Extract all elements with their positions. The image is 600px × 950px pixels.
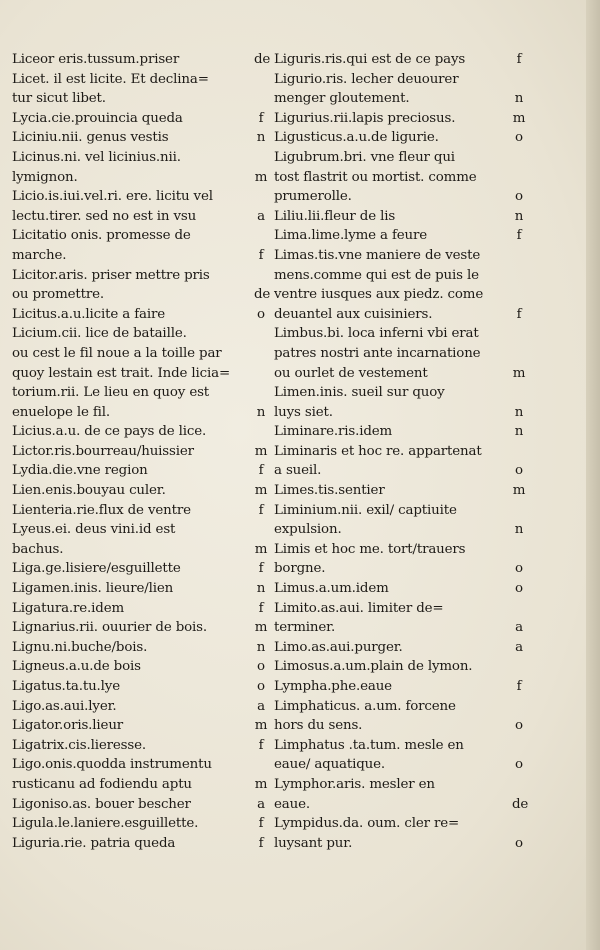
entry-text: Liga.ge.lisiere/esguillette [12,561,181,577]
dictionary-line [274,305,526,325]
entry-text: Lignarius.rii. ouurier de bois. [12,620,207,636]
dictionary-line [274,403,526,423]
entry-text: Liliu.lii.fleur de lis [274,208,396,224]
entry-text: quoy lestain est trait. Inde licia= [12,365,231,381]
entry-text: Ligurius.rii.lapis preciosus. [274,110,456,126]
entry-text: Licius.a.u. de ce pays de lice. [12,424,207,440]
dictionary-line [12,442,268,462]
dictionary-line [12,520,268,540]
entry-text: Ligo.onis.quodda instrumentu [12,757,212,773]
entry-text: tost flastrit ou mortist. comme [274,169,477,185]
dictionary-line [12,285,271,305]
dictionary-line [274,207,526,227]
gender-marker: n [256,581,266,597]
entry-text: Ligo.as.aui.lyer. [12,698,117,714]
entry-text: Licitor.aris. priser mettre pris [12,267,210,283]
gender-marker: f [516,52,522,67]
dictionary-line [274,285,526,305]
entry-text: Limus.a.um.idem [274,581,389,597]
entry-text: ou ourlet de vestement [274,365,428,381]
gender-marker: f [258,600,264,616]
gender-marker: f [258,737,264,753]
entry-text: luys siet. [274,404,333,420]
gender-marker: o [515,757,523,773]
entry-text: Ligator.oris.lieur [12,718,124,734]
entry-text: rusticanu ad fodiendu aptu [12,776,192,792]
entry-text: Lympha.phe.eaue [274,679,392,694]
entry-text: Ligatrix.cis.lieresse. [12,737,146,753]
entry-text: Lienteria.rie.flux de ventre [12,502,191,518]
gender-marker: f [258,247,264,263]
dictionary-line [12,207,268,227]
entry-text: Lignu.ni.buche/bois. [12,639,148,655]
dictionary-line [12,540,268,560]
entry-text: Liguria.rie. patria queda [12,835,176,851]
entry-text: Liminium.nii. exil/ captiuite [274,502,457,518]
dictionary-line [12,834,268,854]
gender-marker: m [254,169,268,185]
entry-text: menger gloutement. [274,91,410,107]
dictionary-line [12,148,268,168]
entry-text: patres nostri ante incarnatione [274,345,481,361]
dictionary-line [12,305,268,325]
entry-text: Lien.enis.bouyau culer. [12,483,166,499]
gender-marker: m [254,443,268,459]
gender-marker: a [515,620,523,636]
dictionary-line [12,383,268,403]
dictionary-line [274,775,526,795]
entry-text: borgne. [274,561,326,577]
gender-marker: o [515,561,523,577]
entry-text: lectu.tirer. sed no est in vsu [12,208,197,224]
entry-text: Liceor eris.tussum.priser [12,52,180,67]
entry-text: ou promettre. [12,287,104,303]
dictionary-line [12,559,268,579]
entry-text: Ligamen.inis. lieure/lien [12,581,174,597]
entry-text: Licet. il est licite. Et declina= [12,71,209,87]
dictionary-line [12,736,268,756]
dictionary-line [274,501,526,521]
entry-text: Limphaticus. a.um. forcene [274,698,456,714]
dictionary-line [12,324,268,344]
dictionary-line [274,834,526,854]
entry-text: Licinus.ni. vel licinius.nii. [12,149,181,165]
gender-marker: m [254,541,268,557]
entry-text: Limito.as.aui. limiter de= [274,600,444,616]
entry-text: Limas.tis.vne maniere de veste [274,247,481,263]
dictionary-line [12,187,268,207]
gender-marker: f [516,306,522,322]
dictionary-line [274,266,526,286]
gender-marker: a [257,208,265,224]
entry-text: Ligneus.a.u.de bois [12,659,141,675]
dictionary-line [12,599,268,619]
gender-marker: f [258,110,264,126]
gender-marker: n [514,91,524,107]
gender-marker: o [515,463,523,479]
dictionary-line [274,697,526,717]
entry-text: mens.comme qui est de puis le [274,267,479,283]
dictionary-line [274,383,526,403]
dictionary-line [12,755,268,775]
gender-marker: n [256,404,266,420]
entry-text: Liguris.ris.qui est de ce pays [274,52,466,67]
gender-marker: o [257,679,265,694]
gender-marker: f [516,679,522,694]
dictionary-line [274,89,526,109]
dictionary-line [274,657,526,677]
dictionary-line [274,109,526,129]
entry-text: Ligurio.ris. lecher deuourer [274,71,459,87]
dictionary-line [12,89,268,109]
dictionary-line [12,716,268,736]
dictionary-line [274,70,526,90]
gender-marker: m [254,483,268,499]
dictionary-line [274,755,526,775]
dictionary-line [12,657,268,677]
dictionary-line [274,618,526,638]
dictionary-line [12,246,268,266]
dictionary-line [274,50,526,70]
dictionary-line [274,128,526,148]
entry-text: Lima.lime.lyme a feure [274,228,428,244]
dictionary-line [12,168,268,188]
dictionary-line [12,638,268,658]
dictionary-line [274,148,526,168]
gender-marker: f [258,816,264,832]
entry-text: Liciniu.nii. genus vestis [12,130,169,146]
dictionary-line [274,638,526,658]
entry-text: Lycia.cie.prouincia queda [12,110,183,126]
entry-text: Limosus.a.um.plain de lymon. [274,659,473,675]
entry-text: Licitatio onis. promesse de [12,228,191,244]
right-column [274,50,529,853]
dictionary-line [12,795,268,815]
entry-text: Limbus.bi. loca inferni vbi erat [274,326,479,342]
dictionary-line [12,344,268,364]
gender-marker: f [258,835,264,851]
entry-text: Limen.inis. sueil sur quoy [274,385,445,401]
entry-text: terminer. [274,620,336,636]
entry-text: ou cest le fil noue a la toille par [12,345,222,361]
gender-marker: o [257,659,265,675]
entry-text: eaue. [274,796,310,812]
dictionary-line [12,226,268,246]
gender-marker: de [512,796,529,812]
dictionary-line [12,618,268,638]
entry-text: marche. [12,247,67,263]
dictionary-line [12,422,268,442]
gender-marker: a [257,698,265,714]
gender-marker: n [514,424,524,440]
gender-marker: f [258,463,264,479]
entry-text: enuelope le fil. [12,404,111,420]
dictionary-line [274,677,526,697]
gender-marker: f [258,502,264,518]
gender-marker: n [514,208,524,224]
gender-marker: o [515,189,523,205]
entry-text: Lymphor.aris. mesler en [274,776,435,792]
entry-text: Lictor.ris.bourreau/huissier [12,443,194,459]
dictionary-line [274,579,526,599]
dictionary-line [274,168,526,188]
dictionary-line [274,481,526,501]
dictionary-line [274,520,526,540]
dictionary-line [12,50,271,70]
entry-text: Ligula.le.laniere.esguillette. [12,816,199,832]
dictionary-line [274,795,529,815]
gender-marker: m [254,718,268,734]
dictionary-line [12,461,268,481]
dictionary-line [274,226,526,246]
entry-text: Limo.as.aui.purger. [274,639,403,655]
dictionary-line [274,344,526,364]
entry-text: Limes.tis.sentier [274,483,385,499]
gender-marker: o [515,130,523,146]
dictionary-line [274,814,526,834]
entry-text: tur sicut libet. [12,91,106,107]
dictionary-line [274,716,526,736]
entry-text: Limphatus .ta.tum. mesle en [274,737,464,753]
entry-text: torium.rii. Le lieu en quoy est [12,385,210,401]
dictionary-line [274,324,526,344]
dictionary-line [12,403,268,423]
entry-text: ventre iusques aux piedz. come [274,287,484,303]
entry-text: bachus. [12,541,64,557]
dictionary-line [12,677,268,697]
entry-text: luysant pur. [274,835,353,851]
entry-text: eaue/ aquatique. [274,757,386,773]
left-column [12,50,271,853]
gender-marker: m [254,776,268,792]
entry-text: Ligusticus.a.u.de ligurie. [274,130,439,146]
entry-text: Liminare.ris.idem [274,424,393,440]
gender-marker: m [512,110,526,126]
dictionary-line [274,559,526,579]
entry-text: Licio.is.iui.vel.ri. ere. licitu vel [12,189,213,205]
gender-marker: o [515,835,523,851]
gender-marker: m [512,365,526,381]
entry-text: Liminaris et hoc re. appartenat [274,443,482,459]
entry-text: Ligatura.re.idem [12,600,125,616]
gender-marker: a [257,796,265,812]
entry-text: a sueil. [274,463,322,479]
dictionary-line [274,187,526,207]
entry-text: deuantel aux cuisiniers. [274,306,433,322]
entry-text: Licium.cii. lice de bataille. [12,326,187,342]
entry-text: Licitus.a.u.licite a faire [12,306,166,322]
gender-marker: n [514,404,524,420]
entry-text: Lydia.die.vne region [12,463,148,479]
dictionary-line [12,697,268,717]
dictionary-line [12,70,268,90]
dictionary-line [12,109,268,129]
page-gutter [586,0,600,950]
gender-marker: n [256,639,266,655]
entry-text: Lyeus.ei. deus vini.id est [12,522,176,538]
dictionary-line [274,246,526,266]
entry-text: lymignon. [12,169,78,185]
dictionary-line [12,128,268,148]
dictionary-line [274,364,526,384]
gender-marker: a [515,639,523,655]
dictionary-line [274,442,526,462]
gender-marker: o [515,581,523,597]
entry-text: Lympidus.da. oum. cler re= [274,816,460,832]
entry-text: hors du sens. [274,718,363,734]
gender-marker: n [514,522,524,538]
entry-text: Ligoniso.as. bouer bescher [12,796,191,812]
entry-text: Ligatus.ta.tu.lye [12,679,120,694]
entry-text: prumerolle. [274,189,352,205]
gender-marker: de [254,287,271,303]
gender-marker: f [258,561,264,577]
entry-text: expulsion. [274,522,342,538]
dictionary-line [12,814,268,834]
dictionary-line [12,579,268,599]
dictionary-line [12,775,268,795]
gender-marker: m [254,620,268,636]
dictionary-line [274,540,526,560]
gender-marker: m [512,483,526,499]
dictionary-line [12,481,268,501]
dictionary-line [274,422,526,442]
dictionary-line [12,501,268,521]
entry-text: Limis et hoc me. tort/trauers [274,541,466,557]
dictionary-line [274,599,526,619]
entry-text: Ligubrum.bri. vne fleur qui [274,149,455,165]
gender-marker: n [256,130,266,146]
dictionary-line [12,364,268,384]
gender-marker: de [254,52,271,67]
gender-marker: f [516,228,522,244]
dictionary-line [274,461,526,481]
gender-marker: o [515,718,523,734]
gender-marker: o [257,306,265,322]
dictionary-line [12,266,268,286]
dictionary-line [274,736,526,756]
